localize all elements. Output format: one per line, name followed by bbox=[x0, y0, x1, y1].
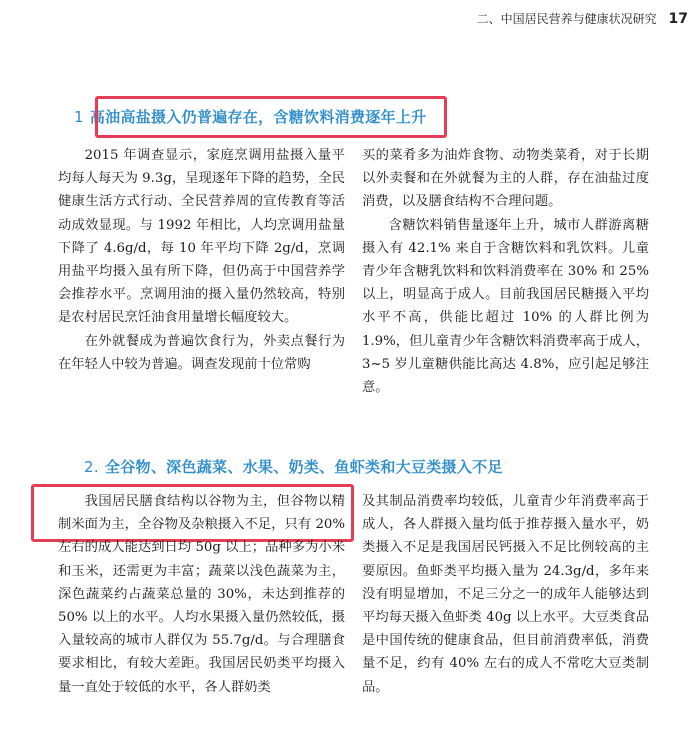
section-2-right-column bbox=[362, 490, 649, 699]
section-1-title: 高油高盐摄入仍普遍存在，含糖饮料消费逐年上升 bbox=[89, 108, 427, 126]
paragraph: 2015 年调查显示，家庭烹调用盐摄入量平均每人每天为 9.3g，呈现逐年下降的趋势，全民健康生活方式行动、全民营养周的宣传教育等活动成效显现。与 1992 年相比，人均烹调用盐量下降了 4.6g/d，每 10 年平均下降 2g/d，烹调用盐平均摄入虽有所下降，但仍高于中国营养学会推荐水平。烹调用油的摄入量仍然较高，特别是农村居民烹饪油食用量增长幅度较大。 bbox=[58, 148, 345, 326]
section-2-left-column bbox=[58, 490, 345, 699]
chapter-title: 二、中国居民营养与健康状况研究 bbox=[476, 12, 657, 26]
paragraph: 在外就餐成为普遍饮食行为，外卖点餐行为在年轻人中较为普遍。调查发现前十位常购 bbox=[58, 333, 345, 372]
paragraph-continued: 买的菜肴多为油炸食物、动物类菜肴，对于长期以外卖餐和在外就餐为主的人群，存在油盐过度消费，以及膳食结构不合理问题。 bbox=[362, 148, 649, 210]
section-1-number: 1 bbox=[74, 108, 84, 126]
section-2-title: 全谷物、深色蔬菜、水果、奶类、鱼虾类和大豆类摄入不足 bbox=[104, 458, 503, 476]
paragraph: 含糖饮料销售量逐年上升，城市人群游离糖摄入有 42.1% 来自于含糖饮料和乳饮料。儿童青少年含糖乳饮料和饮料消费率在 30% 和 25% 以上，明显高于成人。目前我国居民糖摄入平均水平不高，供能比超过 10% 的人群比例为 1.9%，但儿童青少年含糖饮料消费率高于成人，3~5 岁儿童糖供能比高达 4.8%，应引起足够注意。 bbox=[362, 217, 649, 396]
paragraph-continued: 及其制品消费率均较低，儿童青少年消费率高于成人，各人群摄入量均低于推荐摄入量水平，奶类摄入不足是我国居民钙摄入不足比例较高的主要原因。鱼虾类平均摄入量为 24.3g/d，多年来没有明显增加，不足三分之一的成年人能够达到平均每天摄入鱼虾类 40g 以上水平。大豆类食品是中国传统的健康食品，但目前消费率低，消费量不足，约有 40% 左右的成人不常吃大豆类制品。 bbox=[362, 494, 649, 695]
section-1-right-column bbox=[362, 144, 649, 399]
section-1-left-column bbox=[58, 144, 345, 376]
highlight-box-section-1-title bbox=[95, 96, 447, 138]
running-header bbox=[477, 10, 688, 27]
paragraph: 我国居民膳食结构以谷物为主，但谷物以精制米面为主，全谷物及杂粮摄入不足，只有 20% 左右的成人能达到日均 50g 以上；品种多为小米和玉米，还需更为丰富；蔬菜以浅色蔬菜为主，深色蔬菜约占蔬菜总量的 30%，未达到推荐的 50% 以上的水平。人均水果摄入量仍然较低，摄入量较高的城市人群仅为 55.7g/d。与合理膳食要求相比，有较大差距。我国居民奶类平均摄入量一直处于较低的水平，各人群奶类 bbox=[58, 494, 345, 695]
page-number: 17 bbox=[668, 11, 688, 27]
section-2-heading bbox=[84, 456, 503, 477]
section-2-number: 2. bbox=[84, 458, 99, 476]
